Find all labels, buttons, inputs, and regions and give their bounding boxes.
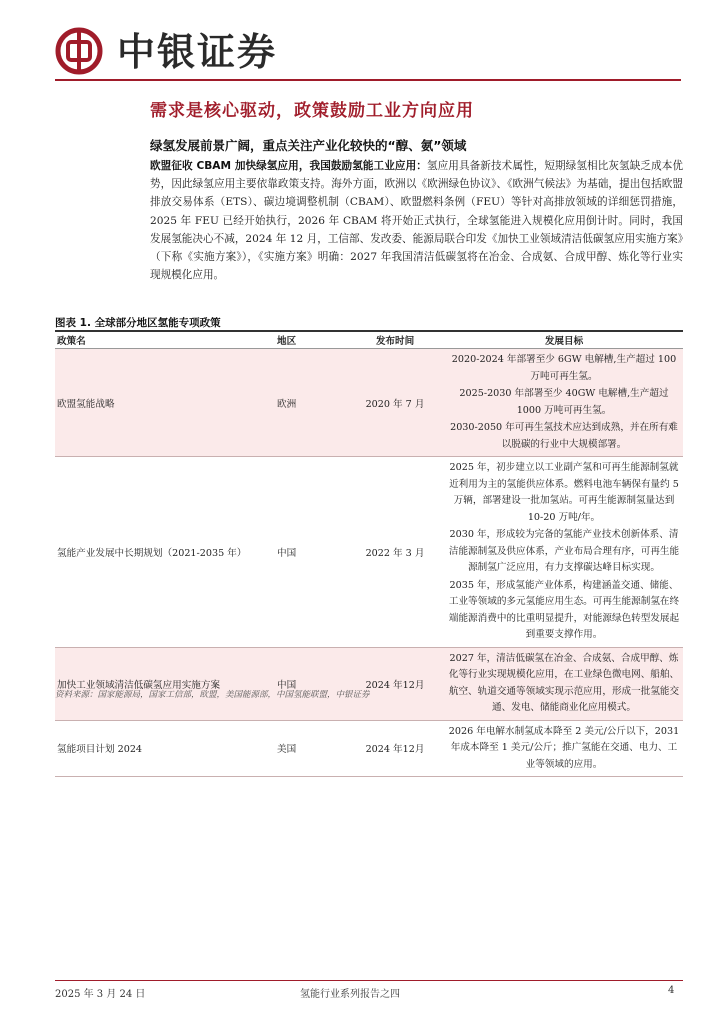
policy-time: 2024 年12月 — [345, 647, 445, 720]
table-row — [55, 720, 683, 777]
bank-of-china-logo-icon — [55, 27, 103, 75]
report-header — [55, 22, 675, 80]
footer-date: 2025 年 3 月 24 日 — [55, 989, 146, 1000]
policy-name: 加快工业领域清洁低碳氢应用实施方案 — [55, 647, 275, 720]
body-paragraph — [150, 157, 683, 284]
header-region: 地区 — [275, 332, 345, 349]
policy-time: 2020 年 7 月 — [345, 349, 445, 457]
policy-time: 2024 年12月 — [345, 720, 445, 777]
header-goal: 发展目标 — [445, 332, 683, 349]
goal-item: 2035 年，形成氢能产业体系，构建涵盖交通、储能、工业等领域的多元氢能应用生态。可再生能源制氢在终端能源消费中的比重明显提升，对能源绿色转型发展起到重要支撑作用。 — [448, 579, 680, 640]
policy-time: 2022 年 3 月 — [345, 457, 445, 648]
sub-title: 绿氢发展前景广阔，重点关注产业化较快的“醇、氨”领域 — [150, 138, 467, 153]
policy-region: 中国 — [275, 647, 345, 720]
source-note: 资料来源：国家能源局，国家工信部，欧盟，美国能源部，中国氢能联盟，中银证券 — [55, 690, 370, 700]
policy-name: 氢能产业发展中长期规划（2021-2035 年） — [55, 457, 275, 648]
goal-item: 2025 年，初步建立以工业副产氢和可再生能源制氢就近利用为主的氢能供应体系。燃料电池车辆保有量约 5 万辆，部署建设一批加氢站。可再生能源制氢量达到 10-20 万吨/年。 — [449, 462, 679, 523]
policy-name: 欧盟氢能战略 — [55, 349, 275, 457]
goal-item: 2030-2050 年可再生氢技术应达到成熟，并在所有难以脱碳的行业中大规模部署。 — [450, 422, 678, 450]
footer-series: 氢能行业系列报告之四 — [300, 989, 400, 1000]
table-row — [55, 349, 683, 457]
goal-item: 2020-2024 年部署至少 6GW 电解槽,生产超过 100 万吨可再生氢。 — [451, 354, 677, 382]
table-header-row — [55, 332, 683, 349]
paragraph-text: 氢应用具备新技术属性，短期绿氢相比灰氢缺乏成本优势，因此绿氢应用主要依靠政策支持。海外方面，欧洲以《欧洲绿色协议》、《欧洲气候法》为基础，提出包括欧盟排放交易体系（ETS）、碳边境调整机制（CBAM）、欧盟燃料条例（FEU）等针对高排放领域的详细惩罚措施，2025 年 FEU 已经开始执行，2026 年 CBAM 将开始正式执行，全球氢能进入规模化应用倒计时。同时，我国发展氢能决心不减，2024 年 12 月，工信部、发改委、能源局联合印发《加快工业领域清洁低碳氢应用实施方案》（下称《实施方案》），《实施方案》明确：2027 年我国清洁低碳氢将在冶金、合成氨、合成甲醇、炼化等行业实现规模化应用。 — [150, 160, 684, 282]
footer-divider — [55, 980, 683, 981]
table-row — [55, 457, 683, 648]
policy-goals — [445, 349, 683, 457]
policy-region: 美国 — [275, 720, 345, 777]
policy-goals — [445, 647, 683, 720]
header-policy-name: 政策名 — [55, 332, 275, 349]
section-title: 需求是核心驱动，政策鼓励工业方向应用 — [150, 101, 474, 121]
policy-goals — [445, 720, 683, 777]
page-number: 4 — [668, 985, 675, 996]
figure-caption: 图表 1. 全球部分地区氢能专项政策 — [55, 317, 221, 329]
goal-item: 2030 年，形成较为完备的氢能产业技术创新体系、清洁能源制氢及供应体系，产业布局合理有序，可再生能源制氢广泛应用，有力支撑碳达峰目标实现。 — [448, 529, 680, 573]
policy-region: 欧洲 — [275, 349, 345, 457]
policy-region: 中国 — [275, 457, 345, 648]
table-row — [55, 647, 683, 720]
brand-name: 中银证券 — [117, 30, 278, 74]
paragraph-lead: 欧盟征收 CBAM 加快绿氢应用，我国鼓励氢能工业应用： — [150, 160, 427, 172]
header-release-time: 发布时间 — [345, 332, 445, 349]
header-divider — [55, 79, 681, 81]
goal-item: 2025-2030 年部署至少 40GW 电解槽,生产超过 1000 万吨可再生氢。 — [459, 388, 669, 416]
goal-item: 2026 年电解水制氢成本降至 2 美元/公斤以下，2031 年成本降至 1 美元/公斤；推广氢能在交通、电力、工业等领域的应用。 — [448, 725, 680, 770]
policy-table — [55, 332, 683, 777]
policy-goals — [445, 457, 683, 648]
goal-item: 2027 年，清洁低碳氢在冶金、合成氨、合成甲醇、炼化等行业实现规模化应用，在工业绿色微电网、船舶、航空、轨道交通等领域实现示范应用，形成一批氢能交通、发电、储能商业化应用模式。 — [448, 652, 680, 713]
policy-name: 氢能项目计划 2024 — [55, 720, 275, 777]
